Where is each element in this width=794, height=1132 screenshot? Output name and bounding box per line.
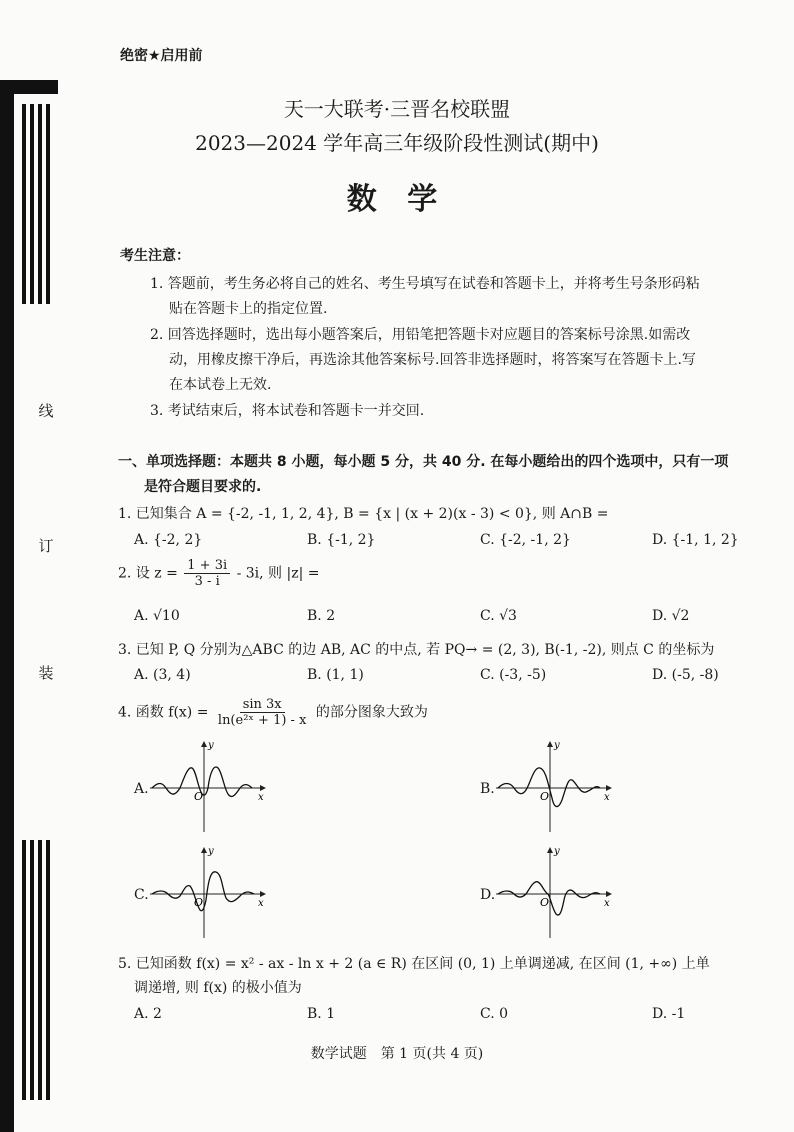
graph-c-y-label: y [208,846,214,857]
q1-option-a: A. {-2, 2} [134,532,203,548]
q2-stem-post: - 3i, 则 |z| = [236,565,320,582]
q4-option-a-label: A. [134,781,149,797]
q4-option-b-label: B. [480,781,495,797]
q2-stem [118,558,320,589]
exam-title: 2023—2024 学年高三年级阶段性测试(期中) [195,131,599,155]
q2-stem-pre: 2. 设 z = [118,565,178,582]
q4-fraction-den: ln(e²ˣ + 1) - x [217,713,307,728]
q3-option-a: A. (3, 4) [134,667,191,683]
graph-c-x-label: x [258,898,264,909]
q1-option-c: C. {-2, -1, 2} [480,532,571,548]
note-2c: 在本试卷上无效. [169,377,272,393]
q4-stem [118,697,428,728]
q4-graph-c [150,844,270,940]
section1-heading: 一、单项选择题：本题共 8 小题，每小题 5 分，共 40 分. 在每小题给出的四个选项中，只有一项 [118,454,729,470]
graph-b-x-label: x [604,792,610,803]
secret-label: 绝密★启用前 [120,48,203,64]
note-2b: 动，用橡皮擦干净后，再选涂其他答案标号.回答非选择题时，将答案写在答题卡上.写 [169,352,696,368]
graph-d-origin: O [540,896,550,909]
binding-label-zhuang: 装 [38,664,54,682]
q4-stem-post: 的部分图象大致为 [315,704,428,721]
binding-margin-bars [0,80,58,1132]
graph-b-y-label: y [554,740,560,751]
q5-option-a: A. 2 [134,1006,162,1022]
binding-label-ding: 订 [38,537,54,555]
q2-fraction [184,558,230,589]
q5-stem-2: 调递增, 则 f(x) 的极小值为 [134,980,302,996]
note-3: 3. 考试结束后，将本试卷和答题卡一并交回. [150,403,425,419]
q3-option-b: B. (1, 1) [307,667,364,683]
note-1b: 贴在答题卡上的指定位置. [169,301,328,317]
graph-a-x-label: x [258,792,264,803]
graph-a-origin: O [194,790,204,803]
q2-option-d: D. √2 [652,608,690,624]
q2-option-c: C. √3 [480,608,517,624]
q4-fraction-num: sin 3x [240,697,285,713]
q4-option-c-label: C. [134,887,149,903]
note-1a: 1. 答题前，考生务必将自己的姓名、考生号填写在试卷和答题卡上，并将考生号条形码粘 [150,276,700,292]
q4-graph-b [496,738,616,834]
binding-label-xian: 线 [38,402,54,420]
q5-stem-1: 5. 已知函数 f(x) = x² - ax - ln x + 2 (a ∈ R) 在区间 (0, 1) 上单调递减, 在区间 (1, +∞) 上单 [118,956,710,972]
q2-option-b: B. 2 [307,608,336,624]
q1-option-b: B. {-1, 2} [307,532,376,548]
q3-option-d: D. (-5, -8) [652,667,719,683]
q4-option-d-label: D. [480,887,496,903]
graph-c-origin: O [194,896,204,909]
org-title: 天一大联考·三晋名校联盟 [283,97,511,121]
q4-graph-d [496,844,616,940]
q5-option-c: C. 0 [480,1006,509,1022]
q1-option-d: D. {-1, 1, 2} [652,532,739,548]
page-footer: 数学试题 第 1 页(共 4 页) [310,1046,484,1062]
q2-fraction-num: 1 + 3i [184,558,230,574]
section1-heading-2: 是符合题目要求的. [144,479,262,495]
q3-stem: 3. 已知 P, Q 分别为△ABC 的边 AB, AC 的中点, 若 PQ→ = (2, 3), B(-1, -2), 则点 C 的坐标为 [118,642,715,658]
q5-option-b: B. 1 [307,1006,336,1022]
q4-stem-pre: 4. 函数 f(x) = [118,704,209,721]
subject-title: 数 学 [346,182,448,217]
note-2a: 2. 回答选择题时，选出每小题答案后，用铅笔把答题卡对应题目的答案标号涂黑.如需改 [150,327,691,343]
q4-fraction [215,697,310,728]
graph-d-y-label: y [554,846,560,857]
graph-a-y-label: y [208,740,214,751]
q2-option-a: A. √10 [134,608,180,624]
notes-title: 考生注意： [120,248,190,264]
q4-graph-a [150,738,270,834]
q2-fraction-den: 3 - i [194,574,220,589]
q3-option-c: C. (-3, -5) [480,667,547,683]
graph-b-origin: O [540,790,550,803]
q5-option-d: D. -1 [652,1006,686,1022]
graph-d-x-label: x [604,898,610,909]
q1-stem: 1. 已知集合 A = {-2, -1, 1, 2, 4}, B = {x | (x + 2)(x - 3) < 0}, 则 A∩B = [118,506,609,522]
